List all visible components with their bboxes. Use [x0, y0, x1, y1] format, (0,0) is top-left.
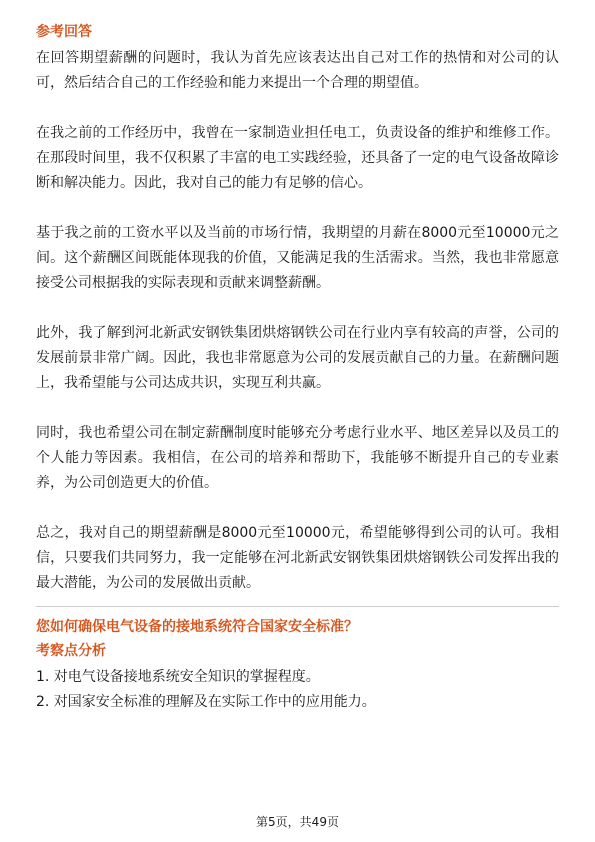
analysis-item-1: 1. 对电气设备接地系统安全知识的掌握程度。 [36, 669, 320, 685]
section-divider [36, 606, 559, 607]
answer-paragraph-6: 总之，我对自己的期望薪酬是8000元至10000元，希望能够得到公司的认可。我相信，只要我们共同努力，我一定能够在河北新武安钢铁集团烘熔钢铁公司发挥出我的最大潜能，为公司的发展做出贡献。 [36, 525, 559, 591]
answer-paragraph-1: 在回答期望薪酬的问题时，我认为首先应该表达出自己对工作的热情和对公司的认可，然后结合自己的工作经验和能力来提出一个合理的期望值。 [36, 50, 559, 91]
answer-paragraph-5: 同时，我也希望公司在制定薪酬制度时能够充分考虑行业水平、地区差异以及员工的个人能力等因素。我相信，在公司的培养和帮助下，我能够不断提升自己的专业素养，为公司创造更大的价值。 [36, 425, 559, 491]
answer-heading: 参考回答 [36, 24, 92, 40]
answer-paragraph-3: 基于我之前的工资水平以及当前的市场行情，我期望的月薪在8000元至10000元之间。这个薪酬区间既能体现我的价值，又能满足我的生活需求。当然，我也非常愿意接受公司根据我的实际表现和贡献来调整薪酬。 [36, 225, 559, 291]
question-title: 您如何确保电气设备的接地系统符合国家安全标准？ [36, 619, 358, 635]
analysis-item-2: 2. 对国家安全标准的理解及在实际工作中的应用能力。 [36, 694, 376, 710]
analysis-heading: 考察点分析 [36, 643, 106, 659]
answer-paragraph-2: 在我之前的工作经历中，我曾在一家制造业担任电工，负责设备的维护和维修工作。在那段时间里，我不仅积累了丰富的电工实践经验，还具备了一定的电气设备故障诊断和解决能力。因此，我对自己的能力有足够的信心。 [36, 125, 559, 191]
page-content [36, 22, 559, 715]
page-footer: 第5页，共49页 [256, 815, 339, 829]
answer-paragraph-4: 此外，我了解到河北新武安钢铁集团烘熔钢铁公司在行业内享有较高的声誉，公司的发展前景非常广阔。因此，我也非常愿意为公司的发展贡献自己的力量。在薪酬问题上，我希望能与公司达成共识，实现互利共赢。 [36, 325, 559, 391]
